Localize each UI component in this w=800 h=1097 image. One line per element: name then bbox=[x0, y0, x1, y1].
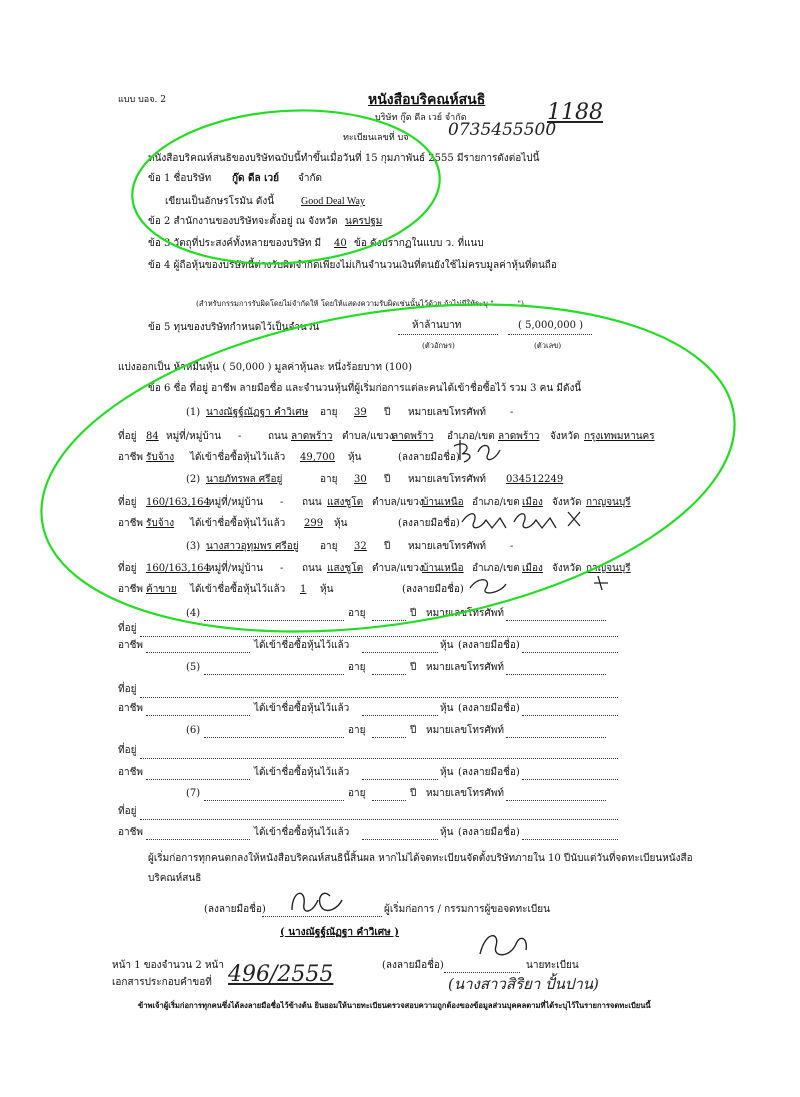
phone-label: หมายเลขโทรศัพท์ bbox=[408, 474, 486, 485]
blank-phone-line bbox=[506, 727, 606, 738]
moo-label: หมู่ที่/หมู่บ้าน bbox=[208, 563, 264, 574]
blank-name-line bbox=[204, 664, 344, 675]
blank-age-line bbox=[372, 790, 406, 801]
occupation-label: อาชีพ bbox=[118, 767, 143, 778]
promoter-2-phone: 034512249 bbox=[506, 474, 564, 485]
capital-number-line bbox=[508, 324, 592, 335]
capital-number: ( 5,000,000 ) bbox=[518, 320, 584, 331]
blank-occupation-line bbox=[146, 769, 250, 780]
shares-label: ได้เข้าชื่อซื้อหุ้นไว้แล้ว bbox=[254, 827, 350, 838]
item3-label: ข้อ 3 วัตถุที่ประสงค์ทั้งหลายของบริษัท มี bbox=[148, 238, 322, 249]
moo-label: หมู่ที่/หมู่บ้าน bbox=[166, 431, 222, 442]
years-label: ปี bbox=[384, 474, 391, 485]
promoter-3-occupation: ค้าขาย bbox=[146, 584, 177, 595]
blank-4-no: (4) bbox=[186, 608, 201, 619]
promoter-1-moo: - bbox=[238, 431, 242, 442]
province-label: จังหวัด bbox=[550, 431, 580, 442]
signature-3 bbox=[470, 576, 608, 593]
blank-occupation-line bbox=[146, 705, 250, 716]
company-line: บริษัท กู๊ด ดีล เวย์ จำกัด bbox=[375, 113, 467, 123]
registration-label: ทะเบียนเลขที่ บจ bbox=[343, 133, 409, 143]
years-label: ปี bbox=[410, 662, 417, 673]
item5-label: ข้อ 5 ทุนของบริษัทกำหนดไว้เป็นจำนวน bbox=[148, 322, 320, 333]
blank-address-line bbox=[140, 748, 618, 759]
occupation-label: อาชีพ bbox=[118, 452, 143, 463]
promoter-3-name: นางสาวอุทุมพร ศรีอยู่ bbox=[206, 541, 299, 552]
promoter-3-subdistrict: บ้านเหนือ bbox=[422, 563, 464, 574]
blank-name-line bbox=[204, 790, 344, 801]
promoter-2-shares: 299 bbox=[304, 518, 324, 529]
page-number-handwritten: 1188 bbox=[547, 100, 603, 125]
blank-address-line bbox=[140, 809, 618, 820]
promoter-1-province: กรุงเทพมหานคร bbox=[584, 431, 655, 442]
promoter-1-occupation: รับจ้าง bbox=[146, 452, 175, 463]
unit-label: หุ้น bbox=[440, 827, 454, 838]
occupation-label: อาชีพ bbox=[118, 827, 143, 838]
blank-7-no: (7) bbox=[186, 788, 201, 799]
age-label: อายุ bbox=[348, 662, 366, 673]
age-label: อายุ bbox=[320, 407, 338, 418]
promoter-2-district: เมือง bbox=[522, 497, 543, 508]
occupation-label: อาชีพ bbox=[118, 518, 143, 529]
district-label: อำเภอ/เขต bbox=[472, 497, 520, 508]
address-label: ที่อยู่ bbox=[118, 497, 137, 508]
address-label: ที่อยู่ bbox=[118, 684, 137, 695]
blank-signature-line bbox=[522, 769, 618, 780]
blank-phone-line bbox=[506, 664, 606, 675]
blank-shares-line bbox=[362, 829, 438, 840]
road-label: ถนน bbox=[302, 563, 322, 574]
blank-age-line bbox=[372, 727, 406, 738]
company-roman: Good Deal Way bbox=[301, 196, 365, 207]
blank-address-line bbox=[140, 687, 618, 698]
occupation-label: อาชีพ bbox=[118, 640, 143, 651]
text-caption: (ตัวอักษร) bbox=[422, 341, 455, 350]
signature-label: (ลงลายมือชื่อ) bbox=[398, 452, 460, 463]
receipt-number: 496/2555 bbox=[228, 962, 334, 987]
signature-label: (ลงลายมือชื่อ) bbox=[402, 584, 464, 595]
promoter-2-age: 30 bbox=[354, 474, 367, 485]
promoter-sign-line bbox=[262, 906, 382, 917]
promoter-1-name: นางณัฐฐ์ณัฏฐา คำวิเศษ bbox=[206, 407, 309, 418]
promoter-3-no: (3) bbox=[186, 541, 201, 552]
shares-label: ได้เข้าชื่อซื้อหุ้นไว้แล้ว bbox=[190, 518, 286, 529]
page-count: หน้า 1 ของจำนวน 2 หน้า bbox=[112, 960, 225, 971]
blank-6-no: (6) bbox=[186, 725, 201, 736]
promoter-3-district: เมือง bbox=[522, 563, 543, 574]
district-label: อำเภอ/เขต bbox=[447, 431, 495, 442]
promoter-1-no: (1) bbox=[186, 407, 201, 418]
road-label: ถนน bbox=[302, 497, 322, 508]
form-code: แบบ บอจ. 2 bbox=[118, 95, 166, 105]
blank-name-line bbox=[204, 727, 344, 738]
unit-label: หุ้น bbox=[320, 584, 334, 595]
address-label: ที่อยู่ bbox=[118, 431, 137, 442]
years-label: ปี bbox=[384, 541, 391, 552]
age-label: อายุ bbox=[320, 474, 338, 485]
registrar-sign-label: (ลงลายมือชื่อ) bbox=[382, 960, 444, 971]
receipt-label: เอกสารประกอบคำขอที่ bbox=[112, 977, 212, 988]
occupation-label: อาชีพ bbox=[118, 584, 143, 595]
age-label: อายุ bbox=[348, 725, 366, 736]
capital-text-line bbox=[398, 324, 498, 335]
phone-label: หมายเลขโทรศัพท์ bbox=[426, 662, 504, 673]
item3-suffix: ข้อ ดังปรากฏในแบบ ว. ที่แนบ bbox=[354, 238, 484, 249]
intro-text: หนังสือบริคณห์สนธิของบริษัทฉบับนี้ทำขึ้นเมื่อวันที่ 15 กุมภาพันธ์ 2555 มีรายการดังต่อไปนี้ bbox=[148, 153, 540, 164]
unit-label: หุ้น bbox=[440, 703, 454, 714]
blank-name-line bbox=[204, 610, 344, 621]
promoter-2-subdistrict: บ้านเหนือ bbox=[422, 497, 464, 508]
blank-occupation-line bbox=[146, 829, 250, 840]
shares-label: ได้เข้าชื่อซื้อหุ้นไว้แล้ว bbox=[254, 703, 350, 714]
registrar-name: (นางสาวสิริยา ปั้นปาน) bbox=[448, 975, 599, 993]
shares-label: ได้เข้าชื่อซื้อหุ้นไว้แล้ว bbox=[254, 767, 350, 778]
blank-signature-line bbox=[522, 829, 618, 840]
registrar-role: นายทะเบียน bbox=[526, 960, 579, 971]
blank-signature-line bbox=[522, 705, 618, 716]
promoter-2-occupation: รับจ้าง bbox=[146, 518, 175, 529]
item6-text: ข้อ 6 ชื่อ ที่อยู่ อาชีพ ลายมือชื่อ และจำนวนหุ้นที่ผู้เริ่มก่อการแต่ละคนได้เข้าชื่อซื้อไว้ รวม 3 คน มีดังนี้ bbox=[148, 383, 582, 394]
shares-label: ได้เข้าชื่อซื้อหุ้นไว้แล้ว bbox=[190, 452, 286, 463]
blank-5-no: (5) bbox=[186, 662, 201, 673]
item4-text: ข้อ 4 ผู้ถือหุ้นของบริษัทนี้ต่างรับผิดจำกัดเพียงไม่เกินจำนวนเงินที่ตนยังใช้ไม่ครบมูลค่าหุ้นที่ตนถือ bbox=[148, 260, 557, 271]
address-label: ที่อยู่ bbox=[118, 806, 137, 817]
blank-age-line bbox=[372, 610, 406, 621]
blank-shares-line bbox=[362, 705, 438, 716]
agreement-text: ผู้เริ่มก่อการทุกคนตกลงให้หนังสือบริคณห์สนธินี้สิ้นผล หากไม่ได้จดทะเบียนจัดตั้งบริษัทภายใน 10 ปีนับแต่วันที่จดทะเบียนหนังสือบริคณห์สนธิ bbox=[148, 853, 693, 884]
item1-label: ข้อ 1 ชื่อบริษัท bbox=[148, 173, 212, 184]
blank-age-line bbox=[372, 664, 406, 675]
page-title: หนังสือบริคณห์สนธิ bbox=[368, 92, 486, 108]
promoter-2-province: กาญจนบุรี bbox=[586, 497, 631, 508]
occupation-label: อาชีพ bbox=[118, 703, 143, 714]
years-label: ปี bbox=[410, 608, 417, 619]
address-label: ที่อยู่ bbox=[118, 563, 137, 574]
moo-label: หมู่ที่/หมู่บ้าน bbox=[208, 497, 264, 508]
age-label: อายุ bbox=[348, 608, 366, 619]
province-label: จังหวัด bbox=[552, 563, 582, 574]
promoter-1-district: ลาดพร้าว bbox=[498, 431, 540, 442]
roman-label: เขียนเป็นอักษรโรมัน ดังนี้ bbox=[165, 196, 275, 207]
promoter-printed-name: ( นางณัฐฐ์ณัฏฐา คำวิเศษ ) bbox=[280, 927, 399, 938]
promoter-sign-label: (ลงลายมือชื่อ) bbox=[204, 904, 266, 915]
promoter-3-shares: 1 bbox=[300, 584, 307, 595]
company-suffix: จำกัด bbox=[298, 173, 323, 184]
phone-label: หมายเลขโทรศัพท์ bbox=[408, 541, 486, 552]
company-name: กู๊ด ดีล เวย์ bbox=[232, 173, 280, 184]
district-label: อำเภอ/เขต bbox=[472, 563, 520, 574]
liability-note: (สำหรับกรรมการรับผิดโดยไม่จำกัดให้ โดยให้แสดงความรับผิดเช่นนั้นไว้ด้วย ถ้าไม่มีให้ระบุ "..........") bbox=[196, 299, 524, 308]
signature-registrar bbox=[480, 936, 526, 955]
promoter-2-road: แสงชูโต bbox=[327, 497, 364, 508]
capital-text: ห้าล้านบาท bbox=[412, 320, 462, 331]
blank-occupation-line bbox=[146, 642, 250, 653]
promoter-3-road: แสงชูโต bbox=[327, 563, 364, 574]
signature-label: (ลงลายมือชื่อ) bbox=[458, 640, 520, 651]
promoter-1-shares: 49,700 bbox=[300, 452, 335, 463]
blank-shares-line bbox=[362, 769, 438, 780]
promoter-2-no: (2) bbox=[186, 474, 201, 485]
subdistrict-label: ตำบล/แขวง bbox=[372, 497, 424, 508]
promoter-1-phone: - bbox=[510, 407, 514, 418]
promoter-1-age: 39 bbox=[354, 407, 367, 418]
phone-label: หมายเลขโทรศัพท์ bbox=[426, 788, 504, 799]
signature-2 bbox=[462, 512, 580, 528]
phone-label: หมายเลขโทรศัพท์ bbox=[408, 407, 486, 418]
promoter-1-subdistrict: ลาดพร้าว bbox=[392, 431, 434, 442]
unit-label: หุ้น bbox=[440, 640, 454, 651]
unit-label: หุ้น bbox=[348, 452, 362, 463]
blank-phone-line bbox=[506, 610, 606, 621]
subdistrict-label: ตำบล/แขวง bbox=[372, 563, 424, 574]
signature-label: (ลงลายมือชื่อ) bbox=[458, 703, 520, 714]
objectives-count: 40 bbox=[334, 238, 347, 249]
promoter-3-province: กาญจนบุรี bbox=[586, 563, 631, 574]
address-label: ที่อยู่ bbox=[118, 623, 137, 634]
shares-label: ได้เข้าชื่อซื้อหุ้นไว้แล้ว bbox=[190, 584, 286, 595]
item2-label: ข้อ 2 สำนักงานของบริษัทจะตั้งอยู่ ณ จังหวัด bbox=[148, 216, 338, 227]
unit-label: หุ้น bbox=[440, 767, 454, 778]
age-label: อายุ bbox=[348, 788, 366, 799]
subdistrict-label: ตำบล/แขวง bbox=[342, 431, 394, 442]
promoter-1-road: ลาดพร้าว bbox=[291, 431, 333, 442]
number-caption: (ตัวเลข) bbox=[534, 341, 562, 350]
office-province: นครปฐม bbox=[345, 216, 383, 227]
promoter-1-house: 84 bbox=[146, 431, 159, 442]
certification-text: ข้าพเจ้าผู้เริ่มก่อการทุกคนซึ่งได้ลงลายมือชื่อไว้ข้างต้น ยินยอมให้นายทะเบียนตรวจสอบความถูกต้องของข้อมูลส่วนบุคคลตามที่ได้ระบุไว้ในรายการจดทะเบียนนี้ bbox=[138, 1001, 651, 1010]
promoter-2-name: นายภัทรพล ศรีอยู่ bbox=[206, 474, 283, 485]
blank-address-line bbox=[140, 626, 618, 637]
blank-phone-line bbox=[506, 790, 606, 801]
promoter-3-moo: - bbox=[280, 563, 284, 574]
unit-label: หุ้น bbox=[334, 518, 348, 529]
blank-shares-line bbox=[362, 642, 438, 653]
registration-number: 0735455500 bbox=[448, 120, 557, 140]
road-label: ถนน bbox=[268, 431, 288, 442]
signature-label: (ลงลายมือชื่อ) bbox=[458, 827, 520, 838]
phone-label: หมายเลขโทรศัพท์ bbox=[426, 725, 504, 736]
promoter-role: ผู้เริ่มก่อการ / กรรมการผู้ขอจดทะเบียน bbox=[384, 904, 550, 915]
promoter-3-phone: - bbox=[510, 541, 514, 552]
address-label: ที่อยู่ bbox=[118, 745, 137, 756]
blank-signature-line bbox=[522, 642, 618, 653]
province-label: จังหวัด bbox=[552, 497, 582, 508]
promoter-3-age: 32 bbox=[354, 541, 367, 552]
phone-label: หมายเลขโทรศัพท์ bbox=[426, 608, 504, 619]
years-label: ปี bbox=[384, 407, 391, 418]
promoter-2-moo: - bbox=[280, 497, 284, 508]
shares-label: ได้เข้าชื่อซื้อหุ้นไว้แล้ว bbox=[254, 640, 350, 651]
signature-label: (ลงลายมือชื่อ) bbox=[458, 767, 520, 778]
share-split: แบ่งออกเป็น ห้าหมื่นหุ้น ( 50,000 ) มูลค่าหุ้นละ หนึ่งร้อยบาท (100) bbox=[118, 362, 412, 373]
promoter-2-house: 160/163,164 bbox=[146, 497, 210, 508]
promoter-3-house: 160/163,164 bbox=[146, 563, 210, 574]
years-label: ปี bbox=[410, 725, 417, 736]
signature-1 bbox=[454, 440, 500, 462]
years-label: ปี bbox=[410, 788, 417, 799]
age-label: อายุ bbox=[320, 541, 338, 552]
signature-label: (ลงลายมือชื่อ) bbox=[398, 518, 460, 529]
